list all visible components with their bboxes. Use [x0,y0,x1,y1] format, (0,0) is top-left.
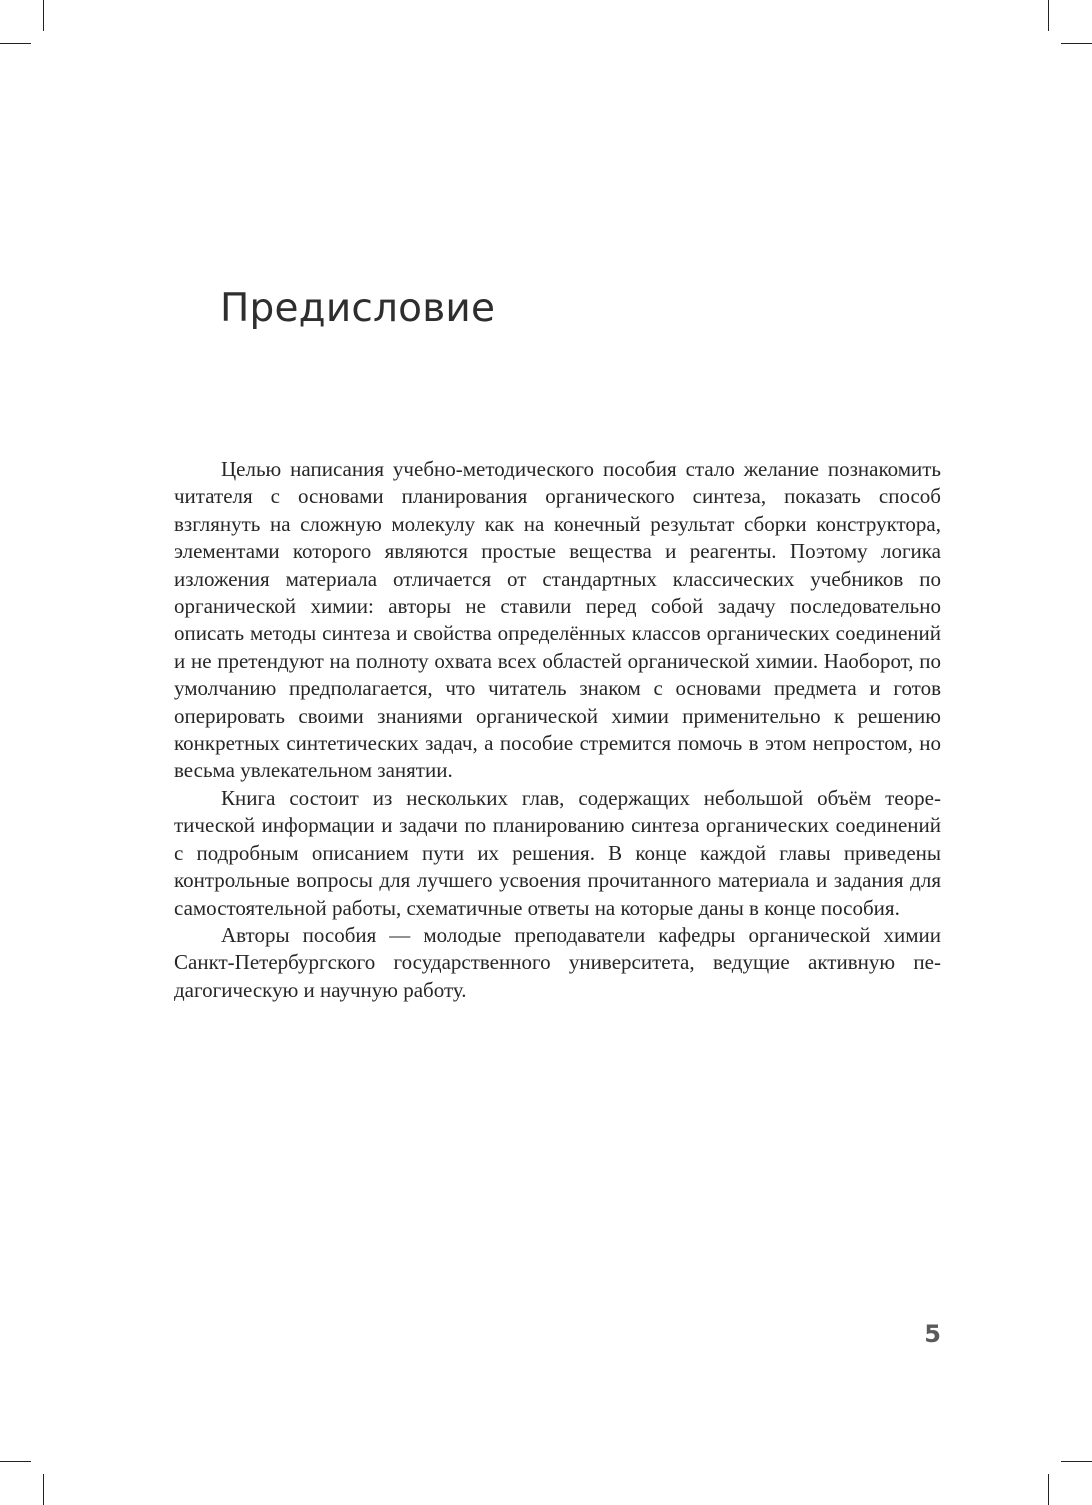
crop-mark-bottom-left-v [43,1474,44,1505]
crop-mark-bottom-right-v [1048,1474,1049,1505]
paragraph-1: Целью написания учебно-методического пособия стало желание познакомить читателя с основами планирования органического синтеза, показать способ взглянуть на сложную молекулу как на конечный результат сборки конструктора, элементами которого являются простые вещества и реагенты. Поэтому логика изложения материала отличается от стандартных классических учебников по органической химии: авторы не ставили перед собой задачу последовательно описать методы синтеза и свойства определённых классов органических соединений и не претендуют на полноту охвата всех областей органической химии. Наоборот, по умолчанию предполагается, что читатель знаком с основами предмета и готов оперировать своими знаниями органической химии применительно к решению конкретных синтетических задач, а пособие стремится помочь в этом непростом, но весьма увлекательном занятии. [174,457,941,783]
crop-mark-top-left-v [43,0,44,31]
crop-mark-top-left-h [0,43,31,44]
chapter-title: Предисловие [220,286,496,331]
crop-mark-top-right-v [1048,0,1049,31]
crop-mark-bottom-right-h [1061,1461,1092,1462]
paragraph-3: Авторы пособия — молодые преподаватели кафедры органической химии Санкт-Петербургского государственного университета, ведущие активную педагогическую и научную работу. [174,922,941,1002]
paragraph-2: Книга состоит из нескольких глав, содержащих небольшой объём теоретической информации и задачи по планированию синтеза органических соединений с подробным описанием пути их решения. В конце каждой главы приведены контрольные вопросы для лучшего усвоения прочитанного материала и задания для самостоятельной работы, схематичные ответы на которые даны в конце пособия. [174,785,941,920]
crop-mark-top-right-h [1061,43,1092,44]
page-number: 5 [924,1320,941,1348]
crop-mark-bottom-left-h [0,1461,31,1462]
preface-body [174,456,941,1004]
